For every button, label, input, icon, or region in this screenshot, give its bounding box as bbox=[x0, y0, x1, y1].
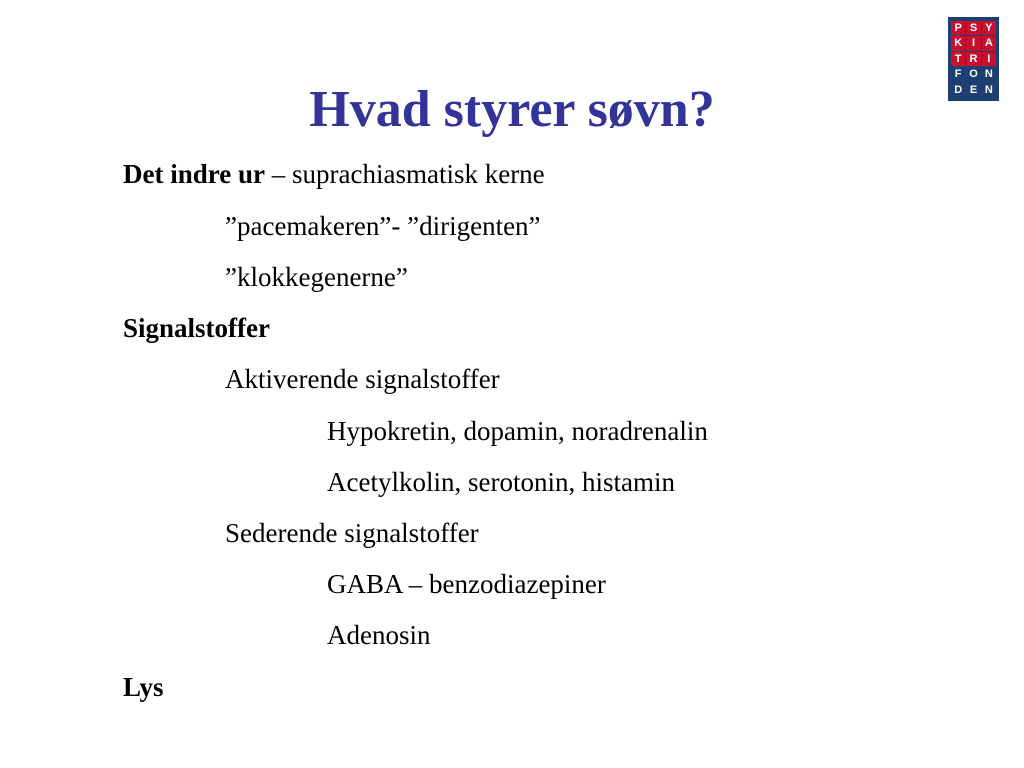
bullet-klokkegenerne: ”klokkegenerne” bbox=[225, 262, 408, 292]
bullet-text: – suprachiasmatisk kerne bbox=[265, 159, 545, 189]
logo-letter: P bbox=[951, 21, 965, 35]
logo-letter: I bbox=[966, 36, 980, 50]
logo-letter: F bbox=[954, 68, 962, 81]
logo-letter: N bbox=[984, 68, 993, 81]
logo-letter: Y bbox=[982, 21, 996, 35]
logo-letter: I bbox=[982, 52, 996, 66]
bullet-lys: Lys bbox=[123, 672, 164, 702]
bullet-sederende: Sederende signalstoffer bbox=[225, 518, 479, 548]
bullet-pacemakeren: ”pacemakeren”- ”dirigenten” bbox=[225, 211, 541, 241]
bullet-bold: Det indre ur bbox=[123, 159, 265, 189]
logo-letter: K bbox=[951, 36, 965, 50]
logo-letter: S bbox=[966, 21, 980, 35]
logo-letter: E bbox=[969, 83, 978, 96]
logo-letter: O bbox=[969, 68, 978, 81]
bullet-hypokretin: Hypokretin, dopamin, noradrenalin bbox=[327, 416, 708, 446]
bullet-gaba: GABA – benzodiazepiner bbox=[327, 569, 606, 599]
bullet-adenosin: Adenosin bbox=[327, 620, 431, 650]
logo-letter: T bbox=[951, 52, 965, 66]
bullet-det-indre-ur bbox=[123, 157, 545, 191]
logo-letter: A bbox=[982, 36, 996, 50]
logo-letter: D bbox=[954, 83, 963, 96]
logo-letter: N bbox=[984, 83, 993, 96]
bullet-signalstoffer: Signalstoffer bbox=[123, 313, 270, 343]
logo-letter: R bbox=[966, 52, 980, 66]
bullet-acetylkolin: Acetylkolin, serotonin, histamin bbox=[327, 467, 675, 497]
bullet-aktiverende: Aktiverende signalstoffer bbox=[225, 364, 500, 394]
slide-title: Hvad styrer søvn? bbox=[309, 81, 715, 138]
